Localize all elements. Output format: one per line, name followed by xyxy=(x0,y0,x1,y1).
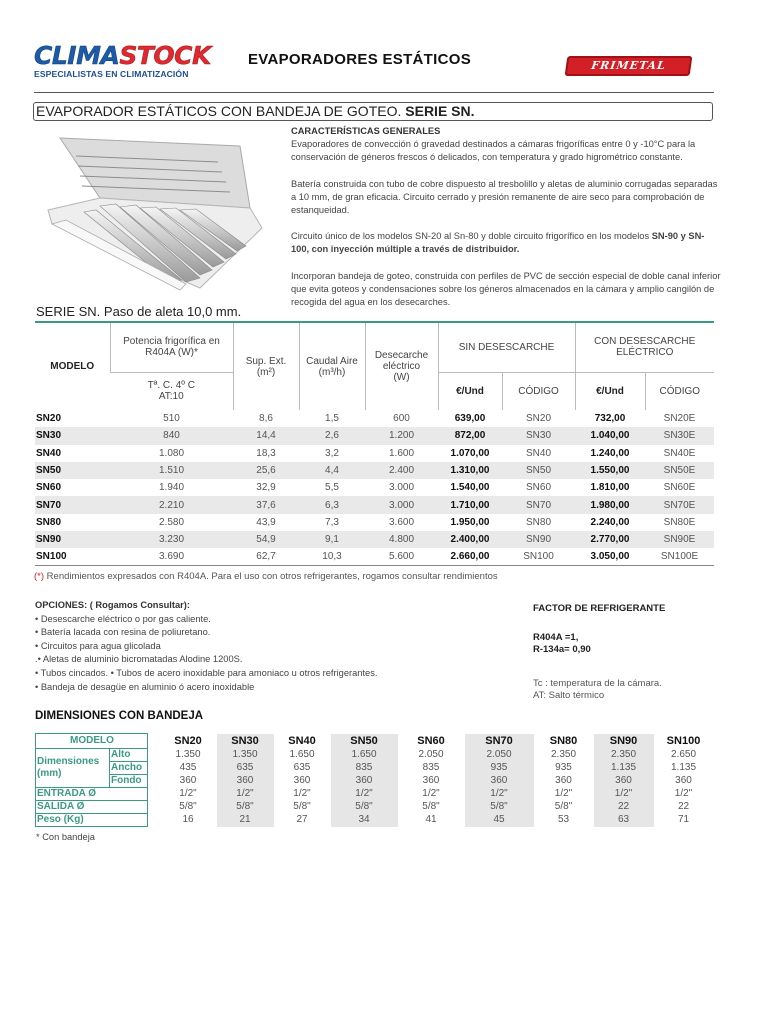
dimensions-model-header: SN70 xyxy=(465,734,534,749)
header-surface-unit: (m²) xyxy=(256,366,276,378)
dimensions-spacer xyxy=(148,814,160,827)
cell-c2: SN20E xyxy=(663,413,696,425)
dimensions-row-label: Dimensiones (mm) xyxy=(36,749,110,788)
dimensions-cell: 635 xyxy=(293,762,311,773)
cell-power: 510 xyxy=(163,413,180,425)
characteristics-paragraph-2: Batería construida con tubo de cobre dispuesto al tresbolillo y aletas de aluminio corrugadas separadas a 10 mm, de gran eficacia. Circuito cerrado y presión remanente de aire seco para comprobación de estanqueidad. xyxy=(291,178,718,216)
cell-sup: 32,9 xyxy=(256,482,276,494)
cell-c2: SN60E xyxy=(663,482,696,494)
dimensions-cell: 27 xyxy=(296,814,308,825)
cell-model: SN90 xyxy=(35,531,110,548)
header-with-defrost: CON DESESCARCHE ELÉCTRICO xyxy=(575,322,714,372)
characteristics-paragraph-1: Evaporadores de convección ó gravedad destinados a cámaras frigoríficas entre 0 y -10°C para la conservación de géneros frescos ó delicados, con temperatura y grado higrométrico constante. xyxy=(291,139,696,163)
cell-p2: 2.240,00 xyxy=(590,516,630,528)
dimensions-model-header: SN80 xyxy=(549,735,578,747)
logo-tagline: ESPECIALISTAS EN CLIMATIZACIÓN xyxy=(34,69,189,79)
dimensions-row xyxy=(36,734,714,749)
cell-p1: 872,00 xyxy=(438,427,502,444)
cell-p1: 639,00 xyxy=(454,413,486,425)
dimensions-row-label: ENTRADA Ø xyxy=(36,788,148,801)
options-item: • Bandeja de desagüe en aluminio ó acero inoxidable xyxy=(35,681,255,692)
cell-c1: SN20 xyxy=(525,413,551,425)
cell-p1: 2.400,00 xyxy=(438,531,502,548)
options-item: • Desescarche eléctrico o por gas caliente. xyxy=(35,613,211,624)
dimensions-cell: 16 xyxy=(182,814,194,825)
section-title: EVAPORADOR ESTÁTICOS CON BANDEJA DE GOTEO. xyxy=(36,103,402,119)
options-heading: OPCIONES: ( Rogamos Consultar): xyxy=(35,600,190,610)
dimensions-cell: 5/8" xyxy=(179,801,197,812)
characteristics-paragraph-3 xyxy=(291,230,721,256)
legend-at: AT: Salto térmico xyxy=(533,690,605,701)
dimensions-model-header: SN50 xyxy=(331,734,398,749)
dimensions-spacer xyxy=(148,734,160,749)
cell-c1: SN90 xyxy=(502,531,575,548)
dimensions-cell: 53 xyxy=(557,814,570,825)
cell-power: 840 xyxy=(110,427,233,444)
dimensions-footnote: * Con bandeja xyxy=(36,832,95,842)
dimensions-cell: 360 xyxy=(217,775,274,788)
cell-def: 1.600 xyxy=(388,447,415,459)
table-row xyxy=(35,548,714,565)
dimensions-row-label: MODELO xyxy=(36,734,148,749)
table-row xyxy=(35,514,714,531)
cell-model: SN60 xyxy=(36,482,62,494)
cell-c1: SN50 xyxy=(502,462,575,479)
cell-sup: 54,9 xyxy=(233,531,299,548)
cell-p2: 3.050,00 xyxy=(575,548,645,565)
cell-p1: 1.710,00 xyxy=(438,496,502,513)
dimensions-sub-label: Alto xyxy=(110,749,148,762)
dimensions-model-header: SN30 xyxy=(217,734,274,749)
frimetal-logo: FRIMETAL xyxy=(565,56,693,76)
table-caption: SERIE SN. Paso de aleta 10,0 mm. xyxy=(36,304,242,319)
cell-sup: 8,6 xyxy=(259,413,273,425)
header-surface-label: Sup. Ext. xyxy=(245,355,287,367)
note-asterisk: (*) xyxy=(34,571,45,582)
cell-model: SN80 xyxy=(36,516,62,528)
header-price-2: €/Und xyxy=(575,372,645,410)
dimensions-cell: 635 xyxy=(217,762,274,775)
cell-def: 3.600 xyxy=(388,516,415,528)
dimensions-row xyxy=(36,775,714,788)
cell-flow: 9,1 xyxy=(299,531,365,548)
models-price-table xyxy=(35,321,714,566)
options-item: • Circuitos para agua glicolada xyxy=(35,640,161,651)
dimensions-cell: 435 xyxy=(179,762,197,773)
cell-c1: SN80 xyxy=(525,516,551,528)
dimensions-model-header: SN60 xyxy=(417,735,445,747)
cell-c1: SN100 xyxy=(502,548,575,565)
legend-tc: Tc : temperatura de la cámara. xyxy=(533,678,662,689)
cell-model: SN100 xyxy=(35,548,110,565)
characteristics-paragraph-3a: Circuito único de los modelos SN-20 al Sn-80 y doble circuito frigorífico en los modelos xyxy=(291,231,652,242)
cell-p1: 1.950,00 xyxy=(450,516,490,528)
dimensions-cell: 63 xyxy=(594,814,654,827)
cell-sup: 37,6 xyxy=(233,496,299,513)
header-power-temp: Tª. C. 4º C xyxy=(147,380,195,392)
dimensions-cell: 5/8" xyxy=(422,801,440,812)
cell-power: 2.210 xyxy=(110,496,233,513)
cell-power: 1.940 xyxy=(158,482,185,494)
dimensions-cell: 1/2" xyxy=(293,788,311,799)
cell-p1: 2.660,00 xyxy=(438,548,502,565)
dimensions-title: DIMENSIONES CON BANDEJA xyxy=(35,710,204,722)
cell-model: SN20 xyxy=(36,413,62,425)
dimensions-sub-label: Fondo xyxy=(110,775,148,788)
header-surface xyxy=(233,322,299,410)
header-without-defrost: SIN DESESCARCHE xyxy=(438,322,575,372)
dimensions-cell: 360 xyxy=(594,775,654,788)
section-series: SERIE SN. xyxy=(405,103,475,119)
header-airflow xyxy=(299,322,365,410)
cell-c2: SN100E xyxy=(645,548,714,565)
characteristics-block xyxy=(291,125,721,322)
factor-r134a: R-134a= 0,90 xyxy=(533,644,591,655)
header-code-1: CÓDIGO xyxy=(502,372,575,410)
dimensions-cell: 1.135 xyxy=(670,762,697,773)
characteristics-paragraph-4: Incorporan bandeja de goteo, construida con perfiles de PVC de sección especial de doble canal inferior que evita goteos y condensaciones sobre los géneros almacenados en la cámara y amplio cangilón de recogida del agua en los desecarches. xyxy=(291,270,721,308)
refrigerant-factor-block xyxy=(533,603,665,702)
characteristics-paragraph-3b: SN-90 y SN-100, con inyección múltiple a través de distribuidor. xyxy=(291,231,705,255)
dimensions-cell: 1.135 xyxy=(594,762,654,775)
cell-model: SN50 xyxy=(35,462,110,479)
dimensions-cell: 835 xyxy=(422,762,440,773)
dimensions-cell: 1.350 xyxy=(175,749,201,760)
cell-p2: 1.810,00 xyxy=(590,482,630,494)
note-text: Rendimientos expresados con R404A. Para el uso con otros refrigerantes, rogamos consultar rendimientos xyxy=(44,571,498,582)
header-defrost-label: Desecarche eléctrico xyxy=(374,350,429,372)
cell-flow: 7,3 xyxy=(325,516,339,528)
cell-c1: SN40 xyxy=(525,447,551,459)
dimensions-cell: 71 xyxy=(677,814,690,825)
header-price-1: €/Und xyxy=(438,372,502,410)
cell-def: 5.600 xyxy=(365,548,438,565)
header-defrost xyxy=(365,322,438,410)
dimensions-cell: 1/2" xyxy=(674,788,693,799)
cell-flow: 3,2 xyxy=(325,447,339,459)
header-defrost-unit: (W) xyxy=(393,372,410,383)
cell-def: 3.000 xyxy=(365,496,438,513)
dimensions-cell: 21 xyxy=(217,814,274,827)
dimensions-cell: 1/2" xyxy=(217,788,274,801)
logo-brand-b: STOCK xyxy=(119,41,211,70)
table-row xyxy=(35,445,714,462)
evaporator-product-image xyxy=(40,128,270,298)
dimensions-cell: 360 xyxy=(465,775,534,788)
dimensions-cell: 2.050 xyxy=(465,749,534,762)
cell-model: SN70 xyxy=(35,496,110,513)
cell-p1: 1.310,00 xyxy=(438,462,502,479)
header-divider xyxy=(34,92,714,93)
options-item: • Batería lacada con resina de poliuretano. xyxy=(35,627,211,638)
dimensions-cell: 935 xyxy=(555,762,572,773)
dimensions-cell: 835 xyxy=(331,762,398,775)
section-title-bar xyxy=(33,102,713,121)
cell-c2: SN90E xyxy=(645,531,714,548)
dimensions-row xyxy=(36,814,714,827)
cell-flow: 4,4 xyxy=(299,462,365,479)
dimensions-cell: 1/2" xyxy=(422,788,440,799)
dimensions-cell: 5/8" xyxy=(217,801,274,814)
cell-sup: 18,3 xyxy=(256,447,276,459)
cell-def: 600 xyxy=(393,413,410,425)
dimensions-cell: 5/8" xyxy=(465,801,534,814)
table-row xyxy=(35,462,714,479)
cell-model: SN40 xyxy=(36,447,62,459)
header-power: Potencia frigorífica en R404A (W)* xyxy=(110,322,233,372)
dimensions-cell: 22 xyxy=(594,801,654,814)
dimensions-model-header: SN100 xyxy=(666,735,701,747)
cell-c2: SN50E xyxy=(645,462,714,479)
dimensions-spacer xyxy=(148,762,160,775)
characteristics-heading: CARACTERÍSTICAS GENERALES xyxy=(291,126,441,136)
header-airflow-unit: (m³/h) xyxy=(318,366,346,378)
dimensions-cell: 360 xyxy=(293,775,311,786)
cell-def: 1.200 xyxy=(365,427,438,444)
cell-p2: 1.240,00 xyxy=(590,447,630,459)
dimensions-row xyxy=(36,788,714,801)
performance-note xyxy=(34,571,498,582)
logo-brand-a: CLIMA xyxy=(34,41,120,70)
dimensions-model-header: SN20 xyxy=(174,735,202,747)
dimensions-cell: 360 xyxy=(555,775,572,786)
cell-def: 2.400 xyxy=(365,462,438,479)
dimensions-cell: 1/2" xyxy=(331,788,398,801)
dimensions-cell: 2.650 xyxy=(670,749,697,760)
dimensions-model-header: SN90 xyxy=(594,734,654,749)
table-row xyxy=(35,427,714,444)
dimensions-cell: 2.350 xyxy=(550,749,577,760)
cell-power: 2.580 xyxy=(158,516,185,528)
cell-def: 3.000 xyxy=(388,482,415,494)
table-row xyxy=(35,531,714,548)
cell-sup: 14,4 xyxy=(233,427,299,444)
dimensions-cell: 2.050 xyxy=(418,749,444,760)
cell-power: 1.080 xyxy=(158,447,185,459)
dimensions-cell: 935 xyxy=(465,762,534,775)
dimensions-cell: 5/8" xyxy=(331,801,398,814)
dimensions-spacer xyxy=(148,801,160,814)
factor-heading: FACTOR DE REFRIGERANTE xyxy=(533,603,666,614)
cell-c1: SN60 xyxy=(525,482,551,494)
factor-r404a: R404A =1, xyxy=(533,632,579,643)
cell-p2: 1.040,00 xyxy=(575,427,645,444)
dimensions-cell: 5/8" xyxy=(293,801,311,812)
header-power-conditions xyxy=(110,372,233,410)
cell-c2: SN70E xyxy=(645,496,714,513)
cell-p2: 2.770,00 xyxy=(575,531,645,548)
dimensions-cell: 1.350 xyxy=(217,749,274,762)
dimensions-cell: 34 xyxy=(331,814,398,827)
dimensions-spacer xyxy=(148,749,160,762)
cell-p1: 1.070,00 xyxy=(450,447,490,459)
header-power-at: AT:10 xyxy=(158,391,184,403)
dimensions-cell: 1/2" xyxy=(179,788,197,799)
dimensions-cell: 1.650 xyxy=(331,749,398,762)
table-row xyxy=(35,410,714,427)
dimensions-table xyxy=(35,733,714,827)
dimensions-cell: 360 xyxy=(179,775,197,786)
cell-c1: SN70 xyxy=(502,496,575,513)
dimensions-spacer xyxy=(148,788,160,801)
header-model: MODELO xyxy=(35,322,110,410)
cell-def: 4.800 xyxy=(365,531,438,548)
dimensions-row xyxy=(36,801,714,814)
cell-power: 3.230 xyxy=(110,531,233,548)
header-code-2: CÓDIGO xyxy=(645,372,714,410)
cell-c2: SN40E xyxy=(663,447,696,459)
dimensions-cell: 22 xyxy=(677,801,690,812)
dimensions-cell: 360 xyxy=(675,775,692,786)
dimensions-model-header: SN40 xyxy=(288,735,316,747)
dimensions-cell: 2.350 xyxy=(594,749,654,762)
cell-sup: 25,6 xyxy=(233,462,299,479)
dimensions-cell: 1.650 xyxy=(289,749,315,760)
options-item: • Tubos cincados. • Tubos de acero inoxidable para amoniaco u otros refrigerantes. xyxy=(35,667,378,678)
cell-c1: SN30 xyxy=(502,427,575,444)
document-title: EVAPORADORES ESTÁTICOS xyxy=(248,51,472,68)
header-airflow-label: Caudal Aire xyxy=(306,355,358,367)
cell-c2: SN30E xyxy=(645,427,714,444)
dimensions-cell: 1/2" xyxy=(554,788,573,799)
cell-p2: 1.550,00 xyxy=(575,462,645,479)
options-item: .• Aletas de aluminio bicromatadas Alodine 1200S. xyxy=(35,654,243,665)
cell-sup: 62,7 xyxy=(233,548,299,565)
dimensions-cell: 5/8" xyxy=(554,801,573,812)
cell-power: 3.690 xyxy=(110,548,233,565)
table-row xyxy=(35,496,714,513)
dimensions-row xyxy=(36,749,714,762)
dimensions-row xyxy=(36,762,714,775)
cell-model: SN30 xyxy=(35,427,110,444)
dimensions-cell: 1/2" xyxy=(465,788,534,801)
dimensions-cell: 360 xyxy=(331,775,398,788)
cell-flow: 5,5 xyxy=(325,482,339,494)
cell-p2: 732,00 xyxy=(594,413,626,425)
dimensions-cell: 41 xyxy=(425,814,437,825)
dimensions-cell: 360 xyxy=(422,775,440,786)
cell-c2: SN80E xyxy=(663,516,696,528)
dimensions-cell: 1/2" xyxy=(594,788,654,801)
cell-flow: 2,6 xyxy=(299,427,365,444)
cell-flow: 1,5 xyxy=(325,413,339,425)
cell-power: 1.510 xyxy=(110,462,233,479)
cell-flow: 10,3 xyxy=(299,548,365,565)
dimensions-spacer xyxy=(148,775,160,788)
options-block xyxy=(35,599,475,694)
dimensions-row-label: Peso (Kg) xyxy=(36,814,148,827)
cell-p1: 1.540,00 xyxy=(450,482,490,494)
table-row xyxy=(35,479,714,496)
dimensions-row-label: SALIDA Ø xyxy=(36,801,148,814)
evaporator-top-frame xyxy=(60,138,250,208)
dimensions-sub-label: Ancho xyxy=(110,762,148,775)
dimensions-cell: 45 xyxy=(465,814,534,827)
cell-p2: 1.980,00 xyxy=(575,496,645,513)
cell-sup: 43,9 xyxy=(256,516,276,528)
cell-flow: 6,3 xyxy=(299,496,365,513)
climastock-logo xyxy=(34,41,211,82)
